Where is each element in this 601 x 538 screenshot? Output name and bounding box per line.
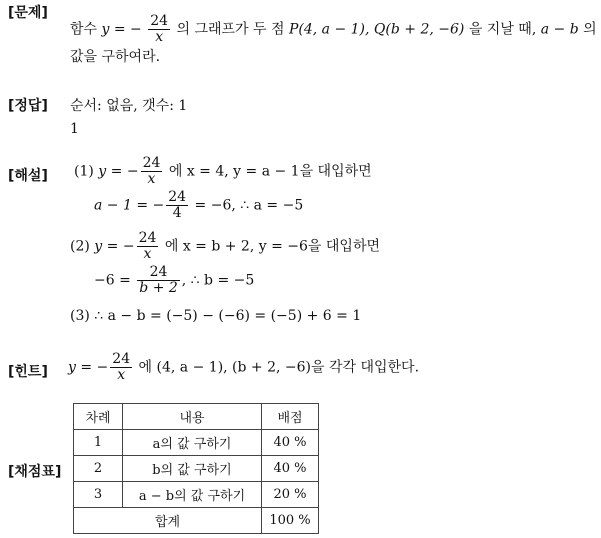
rubric-table bbox=[73, 403, 319, 534]
solution-fraction-2: $\frac{24}{x}$ bbox=[138, 230, 157, 262]
hint-fraction: $\frac{24}{x}$ bbox=[112, 351, 131, 383]
answer-line-2: 1 bbox=[70, 121, 79, 137]
problem-fraction: $\frac{24}{x}$ bbox=[150, 13, 169, 45]
solution-step-2b: −6 = $\frac{24}{b + 2}$ , ∴ b = −5 bbox=[94, 264, 255, 296]
rubric-header-order: 차례 bbox=[74, 404, 123, 430]
solution-step-1: (1) y = − $\frac{24}{x}$ 에 x = 4, y = a − 1을 대입하면 bbox=[74, 155, 372, 187]
rubric-header-points: 배점 bbox=[262, 404, 319, 430]
problem-tag: [문제] bbox=[8, 5, 48, 21]
table-row: 1 a의 값 구하기 40 % bbox=[74, 430, 319, 456]
rubric-header-row bbox=[74, 404, 319, 430]
rubric-total-value: 100 % bbox=[262, 508, 319, 534]
rubric-header-content: 내용 bbox=[123, 404, 262, 430]
solution-fraction-2b: $\frac{24}{b + 2}$ bbox=[139, 264, 178, 296]
rubric-total-label: 합계 bbox=[74, 508, 262, 534]
solution-fraction-1b: $\frac{24}{4}$ bbox=[168, 189, 187, 221]
solution-step-1b: a − 1 = − $\frac{24}{4}$ = −6, ∴ a = −5 bbox=[94, 189, 304, 221]
answer-line-1: 순서: 없음, 갯수: 1 bbox=[70, 98, 188, 114]
rubric-tag: [채점표] bbox=[8, 464, 62, 480]
solution-step-3: (3) ∴ a − b = (−5) − (−6) = (−5) + 6 = 1 bbox=[70, 308, 362, 324]
hint-tag: [힌트] bbox=[8, 364, 48, 380]
solution-tag: [해설] bbox=[8, 168, 48, 184]
table-row: 3 a − b의 값 구하기 20 % bbox=[74, 482, 319, 508]
problem-line-1: 함수 y = − $\frac{24}{x}$ 의 그래프가 두 점 P(4, a − 1), Q(b + 2, −6) 을 지날 때, a − b 의 bbox=[70, 13, 597, 45]
solution-fraction-1: $\frac{24}{x}$ bbox=[142, 155, 161, 187]
problem-line-2: 값을 구하여라. bbox=[70, 49, 161, 65]
solution-step-2: (2) y = − $\frac{24}{x}$ 에 x = b + 2, y = −6을 대입하면 bbox=[70, 230, 380, 262]
answer-tag: [정답] bbox=[8, 98, 48, 114]
table-row: 2 b의 값 구하기 40 % bbox=[74, 456, 319, 482]
rubric-total-row bbox=[74, 508, 319, 534]
hint-line: y = − $\frac{24}{x}$ 에 (4, a − 1), (b + 2, −6)을 각각 대입한다. bbox=[68, 351, 420, 383]
